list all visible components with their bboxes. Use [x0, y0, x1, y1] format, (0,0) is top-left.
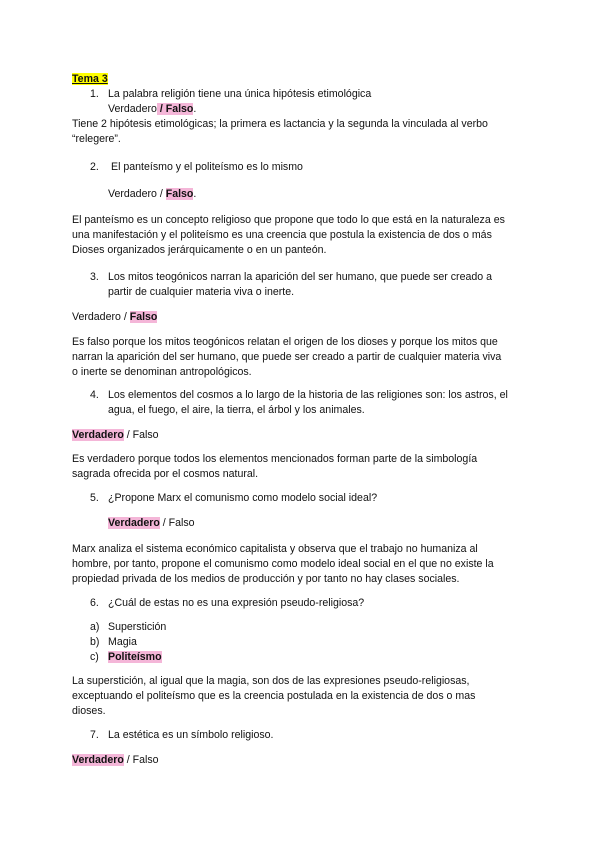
q6-explanation-line: dioses. — [72, 705, 106, 717]
q2-option-sep: / — [156, 188, 166, 200]
q6-option-label-highlighted — [108, 650, 162, 664]
q5-answer — [108, 516, 195, 530]
q7-option-false: Falso — [132, 754, 159, 766]
q6-option-letter: a) — [90, 621, 100, 633]
q3-explanation-line: o inerte se denominan antropológicos. — [72, 366, 252, 378]
q1-option-false: Falso — [165, 103, 194, 115]
q6-option-label: Magia — [108, 636, 137, 648]
q4-explanation-line: Es verdadero porque todos los elementos mencionados forman parte de la simbología — [72, 453, 478, 465]
q4-answer — [72, 428, 159, 442]
q7-question: La estética es un símbolo religioso. — [108, 729, 274, 741]
q3-option-false: Falso — [129, 311, 158, 323]
q1-number: 1. — [90, 88, 99, 100]
q4-option-false: Falso — [132, 429, 159, 441]
q6-explanation-line: exceptuando el politeísmo que es la creencia postulada en la existencia de dos o mas — [72, 690, 476, 702]
q2-answer — [108, 187, 196, 201]
q5-option-true: Verdadero — [108, 517, 160, 529]
q4-option-true: Verdadero — [72, 429, 124, 441]
q1-explanation-line: Tiene 2 hipótesis etimológicas; la primera es lactancia y la segunda la vinculada al verbo — [72, 118, 488, 130]
q5-option-sep: / — [159, 517, 169, 529]
q2-explanation-line: Dioses organizados jerárquicamente o en un panteón. — [72, 244, 327, 256]
q2-option-true: Verdadero — [108, 188, 157, 200]
q4-question-line: Los elementos del cosmos a lo largo de la historia de las religiones son: los astros, el — [108, 389, 508, 401]
q5-explanation-line: Marx analiza el sistema económico capitalista y observa que el trabajo no humaniza al — [72, 543, 478, 555]
q1-explanation-line: “relegere”. — [72, 133, 121, 145]
q7-option-true: Verdadero — [72, 754, 124, 766]
q6-correct-option: Politeísmo — [108, 651, 162, 663]
q4-number: 4. — [90, 389, 99, 401]
q6-question: ¿Cuál de estas no es una expresión pseudo-religiosa? — [108, 597, 365, 609]
q2-number: 2. — [90, 161, 99, 173]
q2-option-end: . — [193, 188, 197, 200]
q5-explanation-line: propiedad privada de los medios de producción y por tanto no hay clases sociales. — [72, 573, 460, 585]
q3-explanation-line: Es falso porque los mitos teogónicos relatan el origen de los dioses y porque los mitos que — [72, 336, 498, 348]
q7-number: 7. — [90, 729, 99, 741]
q4-explanation-line: sagrada ofrecida por el cosmos natural. — [72, 468, 259, 480]
q3-option-sep: / — [120, 311, 130, 323]
q5-explanation-line: hombre, por tanto, propone el comunismo como modelo ideal social en el que no existe la — [72, 558, 494, 570]
q6-option-letter: c) — [90, 651, 99, 663]
q7-answer — [72, 753, 159, 767]
q3-answer — [72, 310, 157, 324]
q7-option-sep: / — [123, 754, 133, 766]
q1-option-sep: / — [156, 103, 166, 115]
q2-question: El panteísmo y el politeísmo es lo mismo — [111, 161, 303, 173]
q6-number: 6. — [90, 597, 99, 609]
q6-explanation-line: La superstición, al igual que la magia, son dos de las expresiones pseudo-religiosas, — [72, 675, 470, 687]
q5-option-false: Falso — [168, 517, 195, 529]
q2-explanation-line: una manifestación y el politeísmo es una creencia que postula la existencia de dos o más — [72, 229, 492, 241]
q3-question-line: partir de cualquier materia viva o inerte. — [108, 286, 295, 298]
q2-explanation-line: El panteísmo es un concepto religioso que propone que todo lo que está en la naturaleza es — [72, 214, 505, 226]
q1-question: La palabra religión tiene una única hipótesis etimológica — [108, 88, 372, 100]
q6-option-label: Superstición — [108, 621, 167, 633]
q3-option-true: Verdadero — [72, 311, 121, 323]
q1-option-false-highlight — [156, 103, 197, 115]
title-text: Tema 3 — [72, 73, 108, 85]
q4-question-line: agua, el fuego, el aire, la tierra, el árbol y los animales. — [108, 404, 365, 416]
q5-number: 5. — [90, 492, 99, 504]
q2-option-false: Falso — [165, 188, 194, 200]
q1-answer — [108, 102, 196, 116]
q1-option-end: . — [193, 103, 197, 115]
q3-question-line: Los mitos teogónicos narran la aparición del ser humano, que puede ser creado a — [108, 271, 492, 283]
q1-option-true: Verdadero — [108, 103, 157, 115]
q3-number: 3. — [90, 271, 99, 283]
q5-question: ¿Propone Marx el comunismo como modelo social ideal? — [108, 492, 378, 504]
page-title — [72, 72, 108, 86]
q3-explanation-line: narran la aparición del ser humano, que puede ser creado a partir de cualquier materia viva — [72, 351, 502, 363]
q6-option-letter: b) — [90, 636, 100, 648]
q4-option-sep: / — [123, 429, 133, 441]
